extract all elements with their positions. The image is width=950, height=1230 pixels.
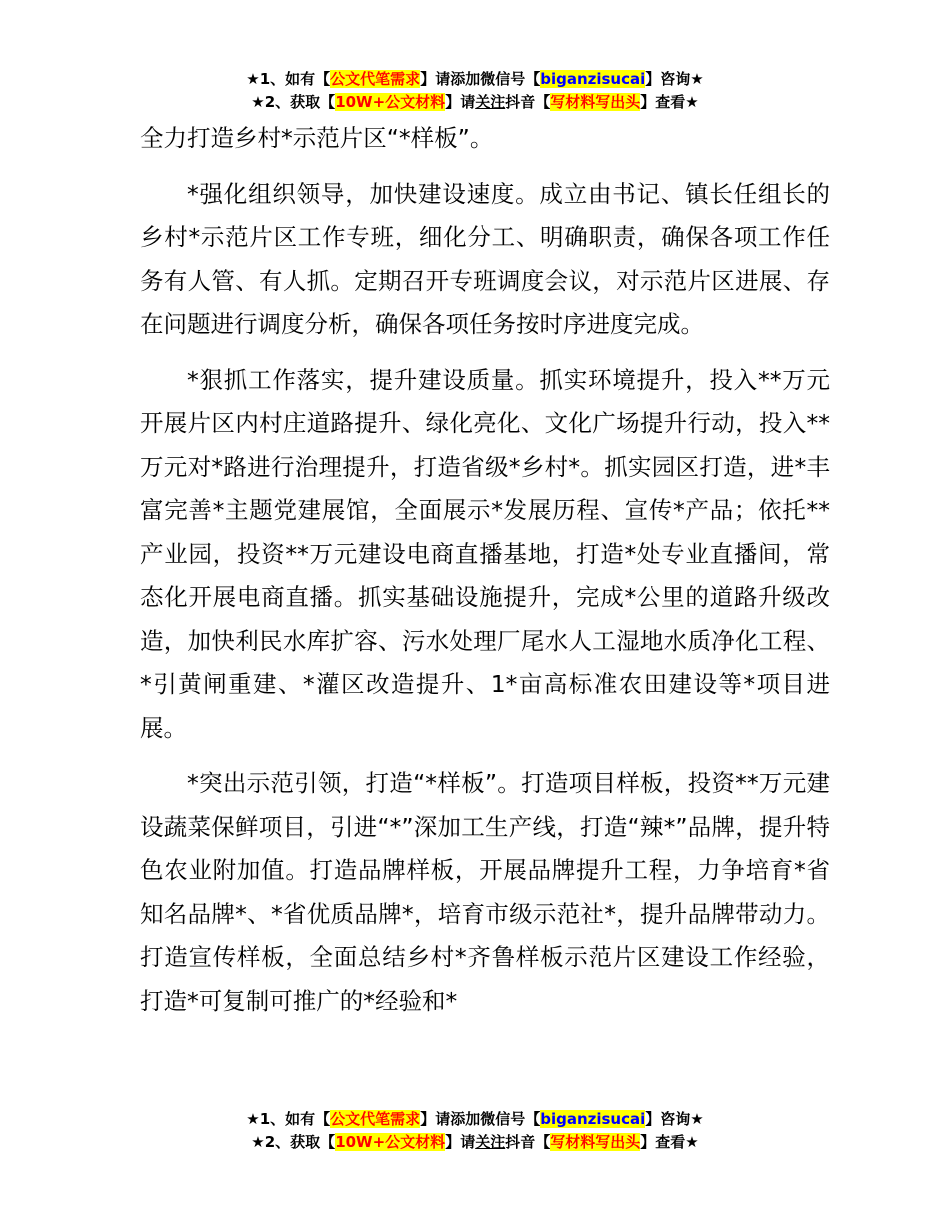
footer-line1-middle: 】请添加微信号【: [420, 1110, 541, 1128]
footer-line2-highlight-account: 写材料写出头: [550, 1133, 641, 1151]
document-body: [140, 117, 830, 1035]
header-line2-prefix: ★2、获取【: [251, 93, 336, 111]
header-line1-middle: 】请添加微信号【: [420, 70, 541, 88]
header-line2-middle-b: 抖音【: [505, 93, 551, 111]
footer-line2-prefix: ★2、获取【: [251, 1133, 336, 1151]
footer-line1-prefix: ★1、如有【: [246, 1110, 331, 1128]
header-line2-middle-a: 】请: [445, 93, 476, 111]
document-paragraph: *狠抓工作落实，提升建设质量。抓实环境提升，投入**万元开展片区内村庄道路提升、绿化亮化、文化广场提升行动，投入**万元对*路进行治理提升，打造省级*乡村*。抓实园区打造，进*丰富完善*主题党建展馆，全面展示*发展历程、宣传*产品；依托**产业园，投资**万元建设电商直播基地，打造*处专业直播间，常态化开展电商直播。抓实基础设施提升，完成*公里的道路升级改造，加快利民水库扩容、污水处理厂尾水人工湿地水质净化工程、*引黄闸重建、*灌区改造提升、1*亩高标准农田建设等*项目进展。: [140, 365, 830, 742]
footer-line2-middle-b: 抖音【: [505, 1133, 551, 1151]
header-line1-prefix: ★1、如有【: [246, 70, 331, 88]
footer-banner-line-2: [0, 1131, 950, 1154]
header-line2-highlight-materials: 10W+公文材料: [335, 93, 446, 111]
footer-line1-highlight-service: 公文代笔需求: [330, 1110, 421, 1128]
header-banner-line-1: [0, 68, 950, 91]
footer-line1-wechat-id: biganzisucai: [540, 1110, 646, 1128]
header-line2-highlight-account: 写材料写出头: [550, 93, 641, 111]
header-line2-suffix: 】查看★: [640, 93, 699, 111]
footer-line2-highlight-materials: 10W+公文材料: [335, 1133, 446, 1151]
footer-line2-suffix: 】查看★: [640, 1133, 699, 1151]
header-banner: [0, 68, 950, 114]
header-line1-suffix: 】咨询★: [645, 70, 704, 88]
footer-line2-follow: 关注: [475, 1133, 506, 1151]
footer-banner: [0, 1108, 950, 1154]
document-paragraph: 全力打造乡村*示范片区“*样板”。: [140, 124, 494, 152]
document-paragraph: *强化组织领导，加快建设速度。成立由书记、镇长任组长的乡村*示范片区工作专班，细化分工、明确职责，确保各项工作任务有人管、有人抓。定期召开专班调度会议，对示范片区进展、存在问题进行调度分析，确保各项任务按时序进度完成。: [140, 179, 830, 338]
footer-line1-suffix: 】咨询★: [645, 1110, 704, 1128]
footer-line2-middle-a: 】请: [445, 1133, 476, 1151]
header-line2-follow: 关注: [475, 93, 506, 111]
header-line1-highlight-service: 公文代笔需求: [330, 70, 421, 88]
header-banner-line-2: [0, 91, 950, 114]
header-line1-wechat-id: biganzisucai: [540, 70, 646, 88]
document-paragraph: *突出示范引领，打造“*样板”。打造项目样板，投资**万元建设蔬菜保鲜项目，引进“*”深加工生产线，打造“辣*”品牌，提升特色农业附加值。打造品牌样板，开展品牌提升工程，力争培育*省知名品牌*、*省优质品牌*，培育市级示范社*，提升品牌带动力。打造宣传样板，全面总结乡村*齐鲁样板示范片区建设工作经验，打造*可复制可推广的*经验和*: [140, 769, 830, 1015]
footer-banner-line-1: [0, 1108, 950, 1131]
